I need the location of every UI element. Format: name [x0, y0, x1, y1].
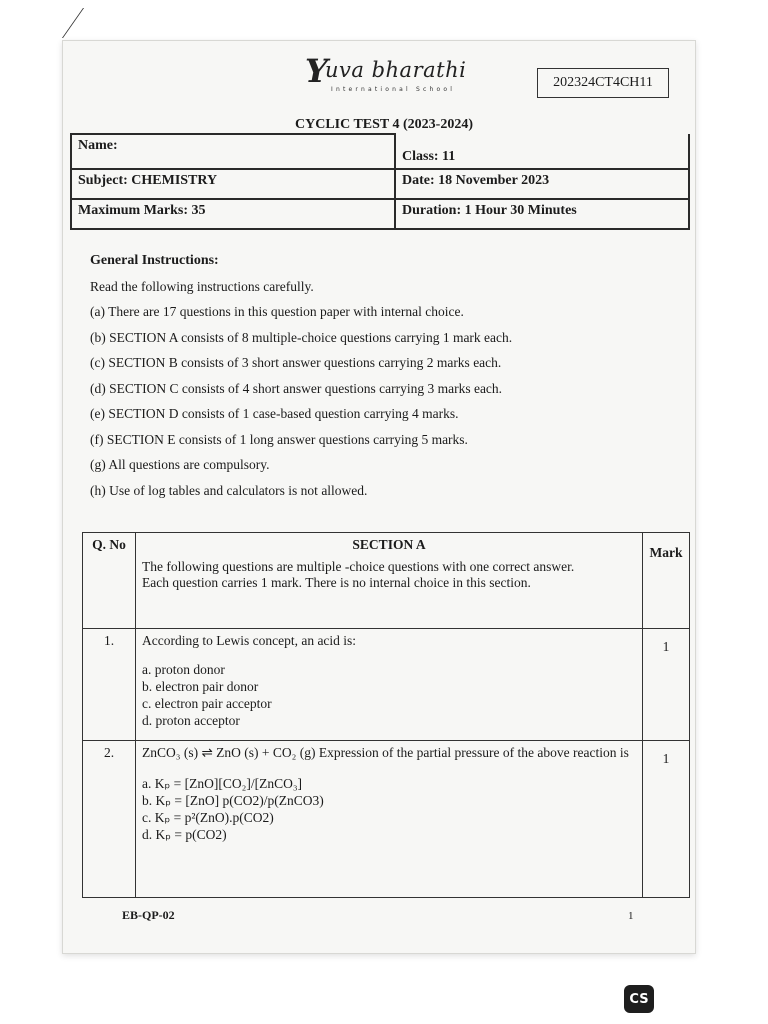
instruction-item: (a) There are 17 questions in this question paper with internal choice.	[90, 304, 464, 319]
mark-header	[643, 533, 690, 629]
instructions-intro: Read the following instructions carefully.	[90, 278, 314, 294]
name-field: Name:	[71, 134, 395, 169]
question-row-1	[83, 629, 690, 741]
option-d: d. proton acceptor	[142, 713, 240, 728]
option-c: c. Kₚ = p²(ZnO).p(CO2)	[142, 810, 274, 825]
mark-value: 1	[662, 639, 670, 654]
option-a: a. proton donor	[142, 662, 225, 677]
option-a: a. Kₚ = [ZnO][CO₂]/[ZnCO₃]	[142, 776, 303, 791]
logo-subtext: International School	[331, 86, 456, 93]
option-b: b. Kₚ = [ZnO] p(CO2)/p(ZnCO3)	[142, 793, 324, 808]
document-code: EB-QP-02	[122, 908, 175, 922]
instruction-item: (c) SECTION B consists of 3 short answer questions carrying 2 marks each.	[90, 355, 502, 370]
instruction-item: (h) Use of log tables and calculators is not allowed.	[90, 482, 368, 498]
question-body	[136, 741, 643, 898]
camscanner-badge: CS	[624, 985, 654, 1013]
paper-code: 202324CT4CH11	[537, 68, 669, 98]
date-field: Date: 18 November 2023	[395, 169, 689, 199]
question-mark	[643, 741, 690, 898]
instruction-item: (e) SECTION D consists of 1 case-based question carrying 4 marks.	[90, 406, 459, 421]
logo-initial: Y	[305, 52, 328, 90]
class-label: Class: 11	[402, 149, 456, 164]
options-list	[142, 661, 636, 729]
option-c: c. electron pair acceptor	[142, 696, 272, 711]
pen-mark	[62, 8, 114, 38]
max-marks-field: Maximum Marks: 35	[71, 199, 395, 229]
qno-header: Q. No	[83, 533, 136, 629]
instruction-item: (f) SECTION E consists of 1 long answer questions carrying 5 marks.	[90, 431, 468, 447]
section-title: SECTION A	[352, 537, 426, 552]
question-number: 1.	[83, 629, 136, 741]
page-number: 1	[628, 910, 634, 922]
section-a-table	[82, 532, 690, 898]
option-d: d. Kₚ = p(CO2)	[142, 827, 227, 842]
section-a-header	[136, 533, 643, 629]
question-body	[136, 629, 643, 741]
instructions-heading: General Instructions:	[90, 253, 219, 268]
question-text: ZnCO₃ (s) ⇌ ZnO (s) + CO₂ (g) Expression of the partial pressure of the above reaction is	[142, 745, 629, 760]
question-number: 2.	[83, 741, 136, 898]
question-row-2	[83, 741, 690, 898]
duration-field: Duration: 1 Hour 30 Minutes	[395, 199, 689, 229]
test-title: CYCLIC TEST 4 (2023-2024)	[294, 117, 473, 132]
question-mark	[643, 629, 690, 741]
school-logo	[305, 52, 475, 100]
option-b: b. electron pair donor	[142, 679, 259, 694]
student-info-table	[70, 133, 690, 230]
instruction-item: (g) All questions are compulsory.	[90, 457, 270, 472]
class-field	[395, 134, 689, 169]
instruction-item: (b) SECTION A consists of 8 multiple-choice questions carrying 1 mark each.	[90, 329, 513, 345]
mark-value: 1	[662, 751, 670, 766]
mark-header-label: Mark	[649, 545, 683, 560]
logo-text: uva bharathi	[325, 58, 467, 82]
section-desc-2: Each question carries 1 mark. There is no internal choice in this section.	[142, 575, 531, 590]
options-list	[142, 775, 636, 843]
question-text: According to Lewis concept, an acid is:	[142, 633, 357, 648]
subject-field: Subject: CHEMISTRY	[71, 169, 395, 199]
section-desc-1: The following questions are multiple -choice questions with one correct answer.	[142, 559, 575, 574]
instruction-item: (d) SECTION C consists of 4 short answer questions carrying 3 marks each.	[90, 380, 503, 396]
general-instructions	[90, 248, 670, 503]
